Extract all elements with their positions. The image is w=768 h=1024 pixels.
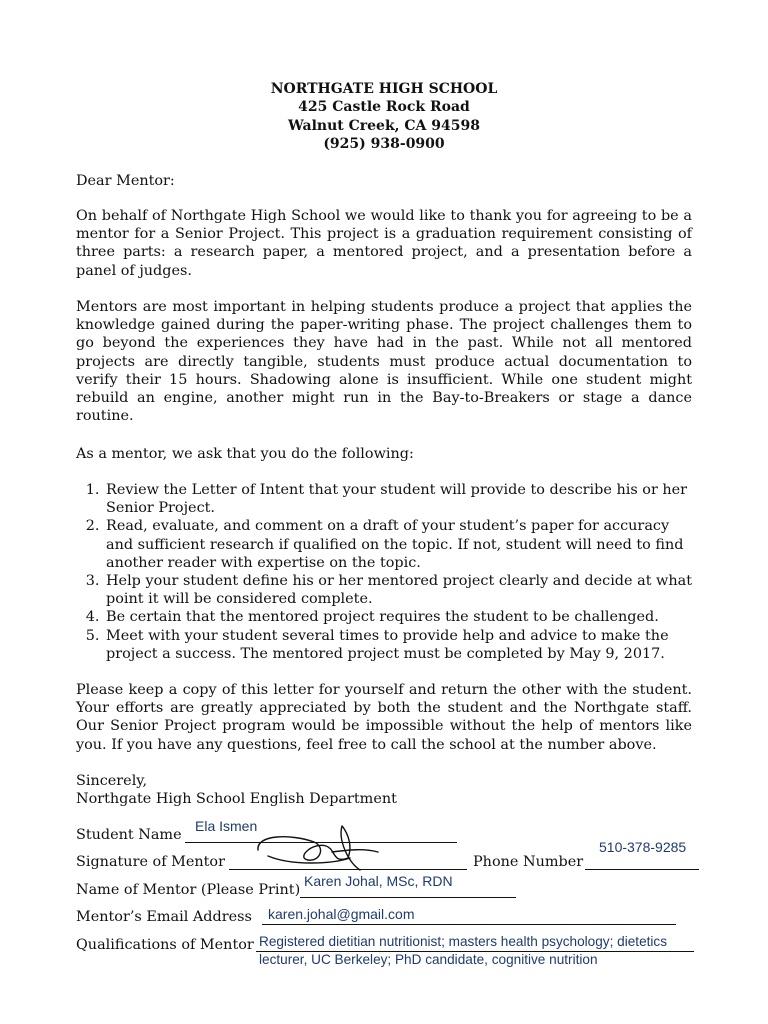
phone-line: [585, 869, 699, 870]
paragraph-thanks: On behalf of Northgate High School we would like to thank you for agreeing to be a mentor for a Senior Project. This project is a graduation requirement consisting of three parts: a research paper, a mentored project, and a presentation before a panel of judges.: [76, 208, 692, 279]
signoff-department: Northgate High School English Department: [76, 791, 397, 807]
student-name-label: Student Name: [76, 827, 182, 843]
paragraph-closing: Please keep a copy of this letter for yourself and return the other with the student. Your efforts are greatly appreciated by both the student and the Northgate staff. Our Senior Project program would be impossible without the help of mentors like you. If you have any questions, feel free to call the school at the number above.: [76, 682, 692, 753]
greeting: Dear Mentor:: [76, 173, 175, 189]
task-item: 2. Read, evaluate, and comment on a draft of your student’s paper for accuracy and sufficient research if qualified on the topic. If not, student will need to find another reader with expertise on the topic.: [104, 517, 692, 572]
letterhead: [0, 80, 768, 154]
task-item: 5. Meet with your student several times to provide help and advice to make the project a success. The mentored project must be completed by May 9, 2017.: [104, 627, 692, 663]
task-item: 4. Be certain that the mentored project requires the student to be challenged.: [104, 608, 692, 626]
school-street: 425 Castle Rock Road: [298, 99, 470, 116]
mentor-signature: [252, 822, 392, 874]
school-phone: (925) 938-0900: [323, 136, 445, 153]
email-label: Mentor’s Email Address: [76, 909, 252, 925]
phone-label: Phone Number: [473, 854, 584, 870]
school-name: NORTHGATE HIGH SCHOOL: [270, 81, 498, 97]
phone-value: 510-378-9285: [599, 839, 687, 855]
tasks-intro: As a mentor, we ask that you do the following:: [76, 446, 414, 462]
task-item: 1. Review the Letter of Intent that your student will provide to describe his or her Senior Project.: [104, 481, 692, 517]
email-line: [262, 924, 676, 925]
email-value: karen.johal@gmail.com: [268, 906, 415, 922]
mentor-name-line: [300, 897, 516, 898]
school-city: Walnut Creek, CA 94598: [288, 117, 480, 134]
mentor-name-label: Name of Mentor (Please Print): [76, 882, 301, 898]
qualifications-line1: Registered dietitian nutritionist; masters health psychology; dietetics: [259, 934, 668, 949]
task-list: [76, 481, 692, 663]
closing-salutation: Sincerely,: [76, 773, 148, 789]
mentor-name-value: Karen Johal, MSc, RDN: [304, 873, 453, 889]
task-item: 3. Help your student define his or her mentored project clearly and decide at what point it will be considered complete.: [104, 572, 692, 608]
signature-label: Signature of Mentor: [76, 854, 225, 870]
student-name-value: Ela Ismen: [195, 818, 258, 834]
paragraph-mentors: Mentors are most important in helping students produce a project that applies the knowledge gained during the paper-writing phase. The project challenges them to go beyond the experiences they have had in the past. While not all mentored projects are directly tangible, students must produce actual documentation to verify their 15 hours. Shadowing alone is insufficient. While one student might rebuild an engine, another might run in the Bay-to-Breakers or stage a dance routine.: [76, 299, 692, 425]
qualifications-label: Qualifications of Mentor: [76, 937, 254, 953]
qualifications-line2: lecturer, UC Berkeley; PhD candidate, cognitive nutrition: [259, 952, 598, 967]
